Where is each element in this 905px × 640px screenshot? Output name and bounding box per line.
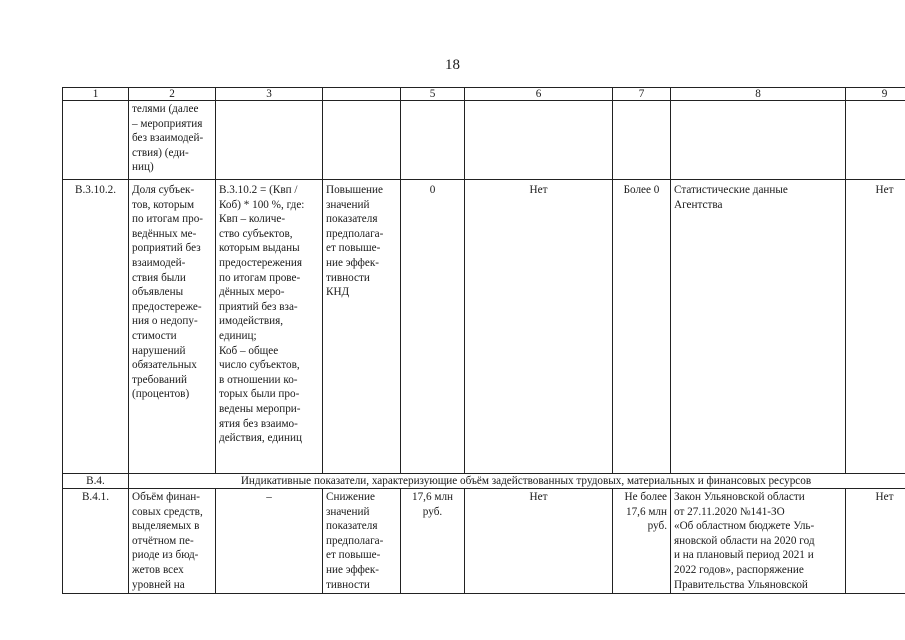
column-number: 6	[465, 88, 613, 101]
data-source	[671, 180, 846, 474]
indicator-row-b41	[63, 489, 905, 594]
target-value: Более 0	[613, 180, 671, 474]
base-value: 0	[401, 180, 465, 474]
intermediate-value: Нет	[465, 180, 613, 474]
page-number: 18	[445, 57, 460, 73]
note-value: Нет	[846, 489, 905, 594]
column-number: 3	[216, 88, 323, 101]
data-source-text: Закон Ульяновской области от 27.11.2020 №141-ЗО «Об областном бюджете Уль- яновской области на 2020 год и на плановый период 2021 и 2022 годов», распоряжение Правительства Ульяновской	[674, 491, 815, 591]
column-number	[323, 88, 401, 101]
interpretation-text: Повышение значений показателя предполага- ет повыше- ние эффек- тивности КНД	[326, 184, 384, 299]
indicator-formula	[216, 180, 323, 474]
indicator-code: В.4.1.	[63, 489, 129, 594]
indicators-table	[62, 87, 905, 594]
empty-cell	[401, 101, 465, 180]
indicator-row-b3102	[63, 180, 905, 474]
indicator-name-text: Объём финан- совых средств, выделяемых в отчётном пе- риоде из бюд- жетов всех уровней на	[132, 491, 203, 591]
base-value-text: 17,6 млн руб.	[411, 491, 454, 518]
formula-kob-definition: Коб – общее число субъектов, в отношении ко- торых были про- ведены меропри- ятия без взаимо- действия, единиц	[219, 344, 302, 445]
formula-kvp-definition: Квп – количе- ство субъектов, которым выданы предостережения по итогам прове- дённых меро- приятий без вза- имодействия, единиц;	[219, 213, 303, 342]
section-title: Индикативные показатели, характеризующие объём задействованных трудовых, материальных и финансовых ресурсов	[129, 474, 905, 489]
indicator-name-text: Доля субъек- тов, которым по итогам про- ведённых ме- роприятий без взаимодей- ствия были объявлены предостереже- ния о недопу- стимости нарушений обязательных требований (процентов)	[132, 184, 204, 401]
empty-cell	[63, 101, 129, 180]
intermediate-value: Нет	[465, 489, 613, 594]
target-value	[613, 489, 671, 594]
empty-cell	[846, 101, 905, 180]
indicator-formula: –	[216, 489, 323, 594]
column-number: 8	[671, 88, 846, 101]
indicator-name-continued	[129, 101, 216, 180]
indicator-name	[129, 489, 216, 594]
empty-cell	[613, 101, 671, 180]
column-number: 7	[613, 88, 671, 101]
interpretation-text: Снижение значений показателя предполага- ет повыше- ние эффек- тивности	[326, 491, 384, 591]
indicator-name	[129, 180, 216, 474]
data-source-text: Статистические данные Агентства	[674, 184, 788, 211]
column-number: 5	[401, 88, 465, 101]
column-number: 2	[129, 88, 216, 101]
indicator-name-text: телями (далее – мероприятия без взаимодей- ствия) (еди- ниц)	[132, 103, 204, 174]
data-source	[671, 489, 846, 594]
column-number-row	[63, 88, 905, 101]
indicator-interpretation	[323, 180, 401, 474]
empty-cell	[216, 101, 323, 180]
target-value-text: Не более 17,6 млн руб.	[624, 491, 667, 533]
empty-cell	[323, 101, 401, 180]
formula-text: В.3.10.2 = (Квп / Коб) * 100 %, где:	[219, 184, 305, 211]
empty-cell	[465, 101, 613, 180]
note-value: Нет	[846, 180, 905, 474]
section-code: В.4.	[63, 474, 129, 489]
column-number: 1	[63, 88, 129, 101]
section-row-b4	[63, 474, 905, 489]
continuation-row	[63, 101, 905, 180]
base-value	[401, 489, 465, 594]
column-number: 9	[846, 88, 905, 101]
empty-cell	[671, 101, 846, 180]
indicator-code: В.3.10.2.	[63, 180, 129, 474]
indicator-interpretation	[323, 489, 401, 594]
